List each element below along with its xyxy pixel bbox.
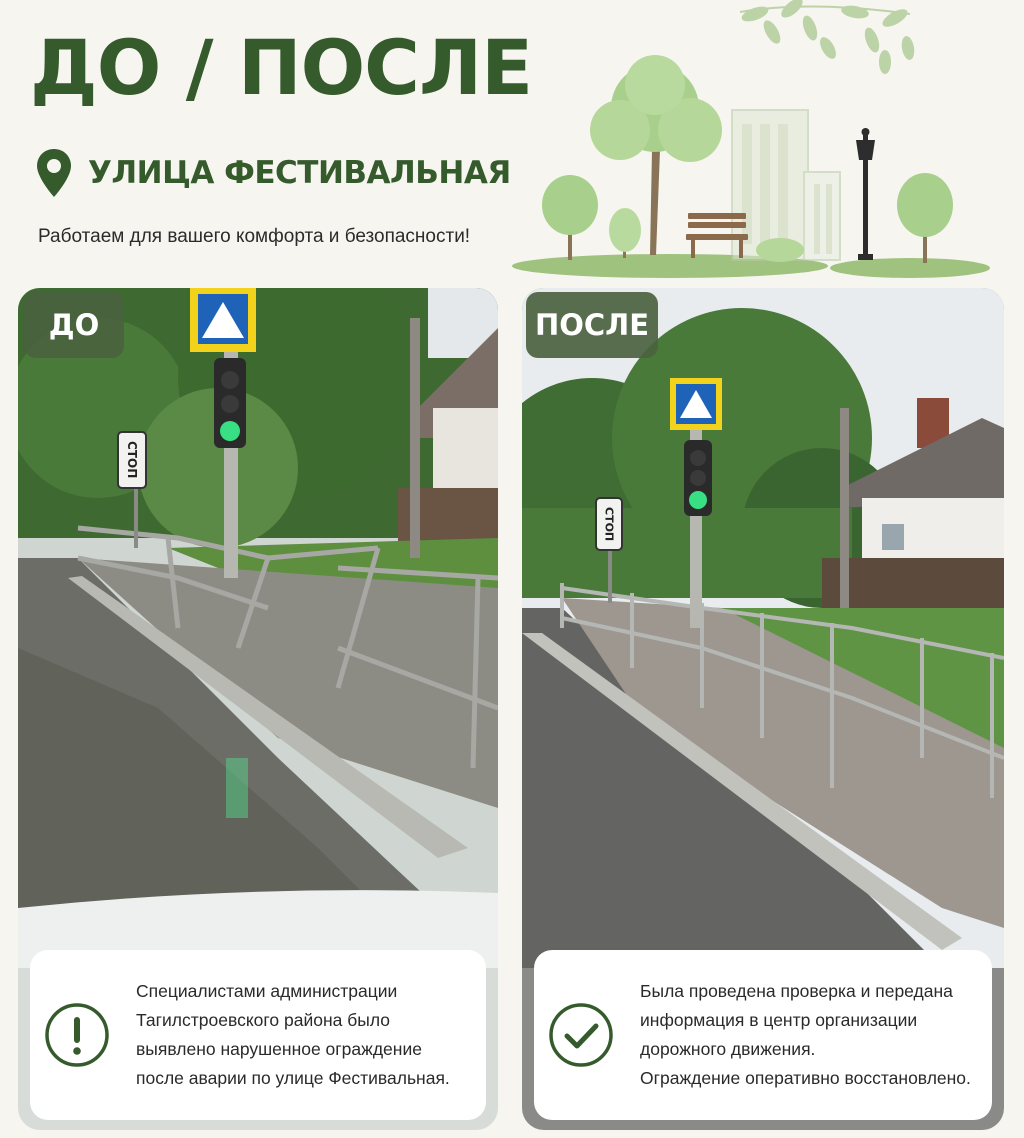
page-title: ДО / ПОСЛЕ [30, 23, 532, 112]
before-badge: ДО [24, 292, 124, 358]
street-lamp-icon [856, 128, 875, 260]
tree-icon [609, 208, 641, 258]
after-badge: ПОСЛЕ [526, 292, 658, 358]
location-pin-icon [36, 148, 72, 198]
after-description [640, 977, 971, 1093]
before-photo [18, 288, 498, 968]
stop-sign: СТОП [125, 441, 139, 479]
location-row [36, 148, 511, 198]
description-line: Была проведена проверка и передана [640, 981, 953, 1001]
stop-sign: СТОП [602, 506, 616, 542]
tree-icon [897, 173, 953, 263]
after-photo [522, 288, 1004, 968]
subtitle: Работаем для вашего комфорта и безопасности! [38, 226, 471, 247]
description-line: Специалистами администрации [136, 981, 398, 1001]
tree-icon [542, 175, 598, 260]
exclamation-icon [44, 1002, 110, 1068]
park-illustration [510, 0, 1024, 285]
description-line: после аварии по улице Фестивальная. [136, 1068, 450, 1088]
description-line: Тагилстроевского района было [136, 1010, 390, 1030]
before-card [30, 950, 486, 1120]
street-name: УЛИЦА ФЕСТИВАЛЬНАЯ [88, 155, 511, 191]
checkmark-icon [548, 1002, 614, 1068]
description-line: информация в центр организации [640, 1010, 918, 1030]
after-card [534, 950, 992, 1120]
description-line: дорожного движения. [640, 1039, 816, 1059]
before-description [136, 977, 450, 1093]
description-line: выявлено нарушенное ограждение [136, 1039, 422, 1059]
after-panel [522, 288, 1004, 1130]
description-line: Ограждение оперативно восстановлено. [640, 1068, 971, 1088]
building-icon [732, 110, 840, 260]
before-panel [18, 288, 498, 1130]
leaves-branch-icon [740, 0, 916, 74]
